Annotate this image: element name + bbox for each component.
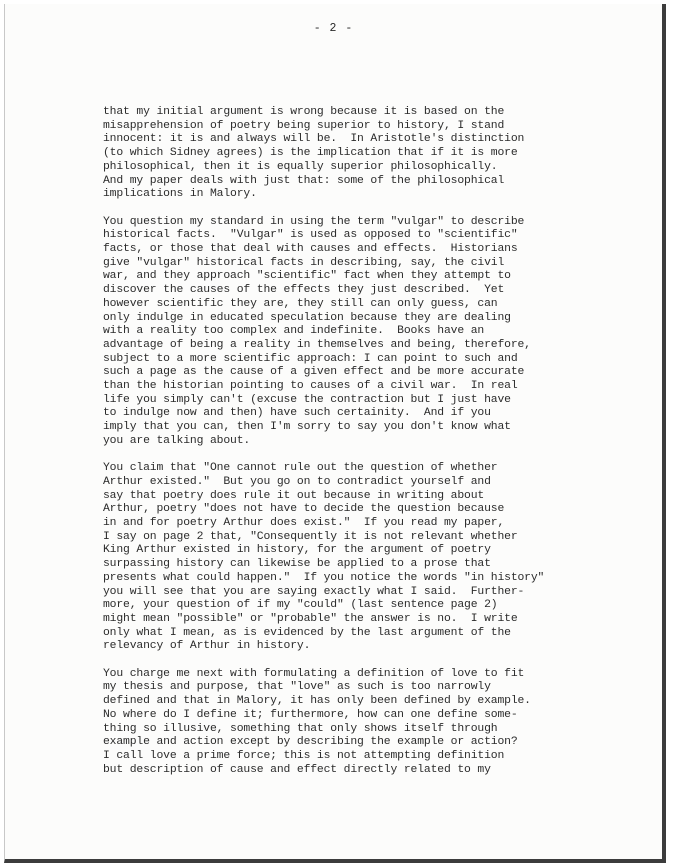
text-line: discover the causes of the effects they just described. Yet bbox=[103, 284, 505, 297]
text-line: implications in Malory. bbox=[103, 188, 257, 201]
text-line: say that poetry does rule it out because in writing about bbox=[103, 489, 485, 502]
document-body bbox=[103, 106, 643, 791]
text-line: You charge me next with formulating a definition of love to fit bbox=[103, 667, 525, 680]
text-line: historical facts. "Vulgar" is used as opposed to "scientific" bbox=[103, 229, 518, 242]
text-line: defined and that in Malory, it has only been defined by example. bbox=[103, 695, 531, 708]
text-line: my thesis and purpose, that "love" as such is too narrowly bbox=[103, 681, 491, 694]
text-line: that my initial argument is wrong because it is based on the bbox=[103, 106, 505, 118]
text-line: with a reality too complex and indefinite. Books have an bbox=[103, 325, 485, 338]
text-line: such a page as the cause of a given effect and be more accurate bbox=[103, 366, 525, 379]
text-line: war, and they approach "scientific" fact when they attempt to bbox=[103, 270, 511, 283]
text-line: And my paper deals with just that: some of the philosophical bbox=[103, 174, 505, 187]
text-line: more, your question of if my "could" (last sentence page 2) bbox=[103, 599, 498, 612]
document-page bbox=[4, 4, 666, 863]
text-line: advantage of being a reality in themselves and being, therefore, bbox=[103, 338, 531, 351]
text-line: might mean "possible" or "probable" the answer is no. I write bbox=[103, 612, 518, 625]
text-line: misapprehension of poetry being superior to history, I stand bbox=[103, 119, 505, 132]
text-line: innocent: it is and always will be. In Aristotle's distinction bbox=[103, 133, 525, 146]
text-line: Arthur existed." But you go on to contradict yourself and bbox=[103, 475, 491, 488]
text-line: you will see that you are saying exactly what I said. Further- bbox=[103, 585, 525, 598]
text-line: but description of cause and effect directly related to my bbox=[103, 763, 491, 776]
text-line: philosophical, then it is equally superior philosophically. bbox=[103, 160, 498, 173]
text-line: I call love a prime force; this is not attempting definition bbox=[103, 750, 505, 762]
text-line: I say on page 2 that, "Consequently it is not relevant whether bbox=[103, 530, 518, 543]
text-line: however scientific they are, they still can only guess, can bbox=[103, 297, 498, 310]
paragraph bbox=[103, 216, 643, 449]
text-line: You question my standard in using the term "vulgar" to describe bbox=[103, 215, 525, 228]
text-line: give "vulgar" historical facts in describing, say, the civil bbox=[103, 256, 505, 269]
text-line: example and action except by describing the example or action? bbox=[103, 736, 518, 749]
text-line: to indulge now and then) have such certainity. And if you bbox=[103, 407, 491, 420]
text-line: imply that you can, then I'm sorry to say you don't know what bbox=[103, 421, 511, 434]
text-line: only indulge in educated speculation because they are dealing bbox=[103, 311, 511, 324]
text-line: relevancy of Arthur in history. bbox=[103, 640, 311, 653]
text-line: surpassing history can likewise be applied to a prose that bbox=[103, 558, 491, 571]
text-line: No where do I define it; furthermore, how can one define some- bbox=[103, 708, 518, 721]
paragraph bbox=[103, 106, 643, 202]
text-line: you are talking about. bbox=[103, 434, 251, 447]
paragraph bbox=[103, 668, 643, 778]
text-line: (to which Sidney agrees) is the implication that if it is more bbox=[103, 147, 518, 160]
text-line: King Arthur existed in history, for the argument of poetry bbox=[103, 544, 491, 557]
text-line: You claim that "One cannot rule out the question of whether bbox=[103, 462, 498, 475]
text-line: than the historian pointing to causes of a civil war. In real bbox=[103, 380, 518, 393]
text-line: in and for poetry Arthur does exist." If you read my paper, bbox=[103, 517, 505, 530]
paragraph bbox=[103, 462, 643, 654]
text-line: life you simply can't (excuse the contraction but I just have bbox=[103, 393, 511, 406]
text-line: facts, or those that deal with causes and effects. Historians bbox=[103, 243, 518, 256]
text-line: Arthur, poetry "does not have to decide the question because bbox=[103, 503, 505, 516]
text-line: only what I mean, as is evidenced by the last argument of the bbox=[103, 626, 511, 639]
text-line: thing so illusive, something that only shows itself through bbox=[103, 722, 498, 735]
text-line: subject to a more scientific approach: I can point to such and bbox=[103, 352, 518, 365]
page-number: - 2 - bbox=[313, 22, 354, 35]
text-line: presents what could happen." If you notice the words "in history" bbox=[103, 571, 545, 584]
